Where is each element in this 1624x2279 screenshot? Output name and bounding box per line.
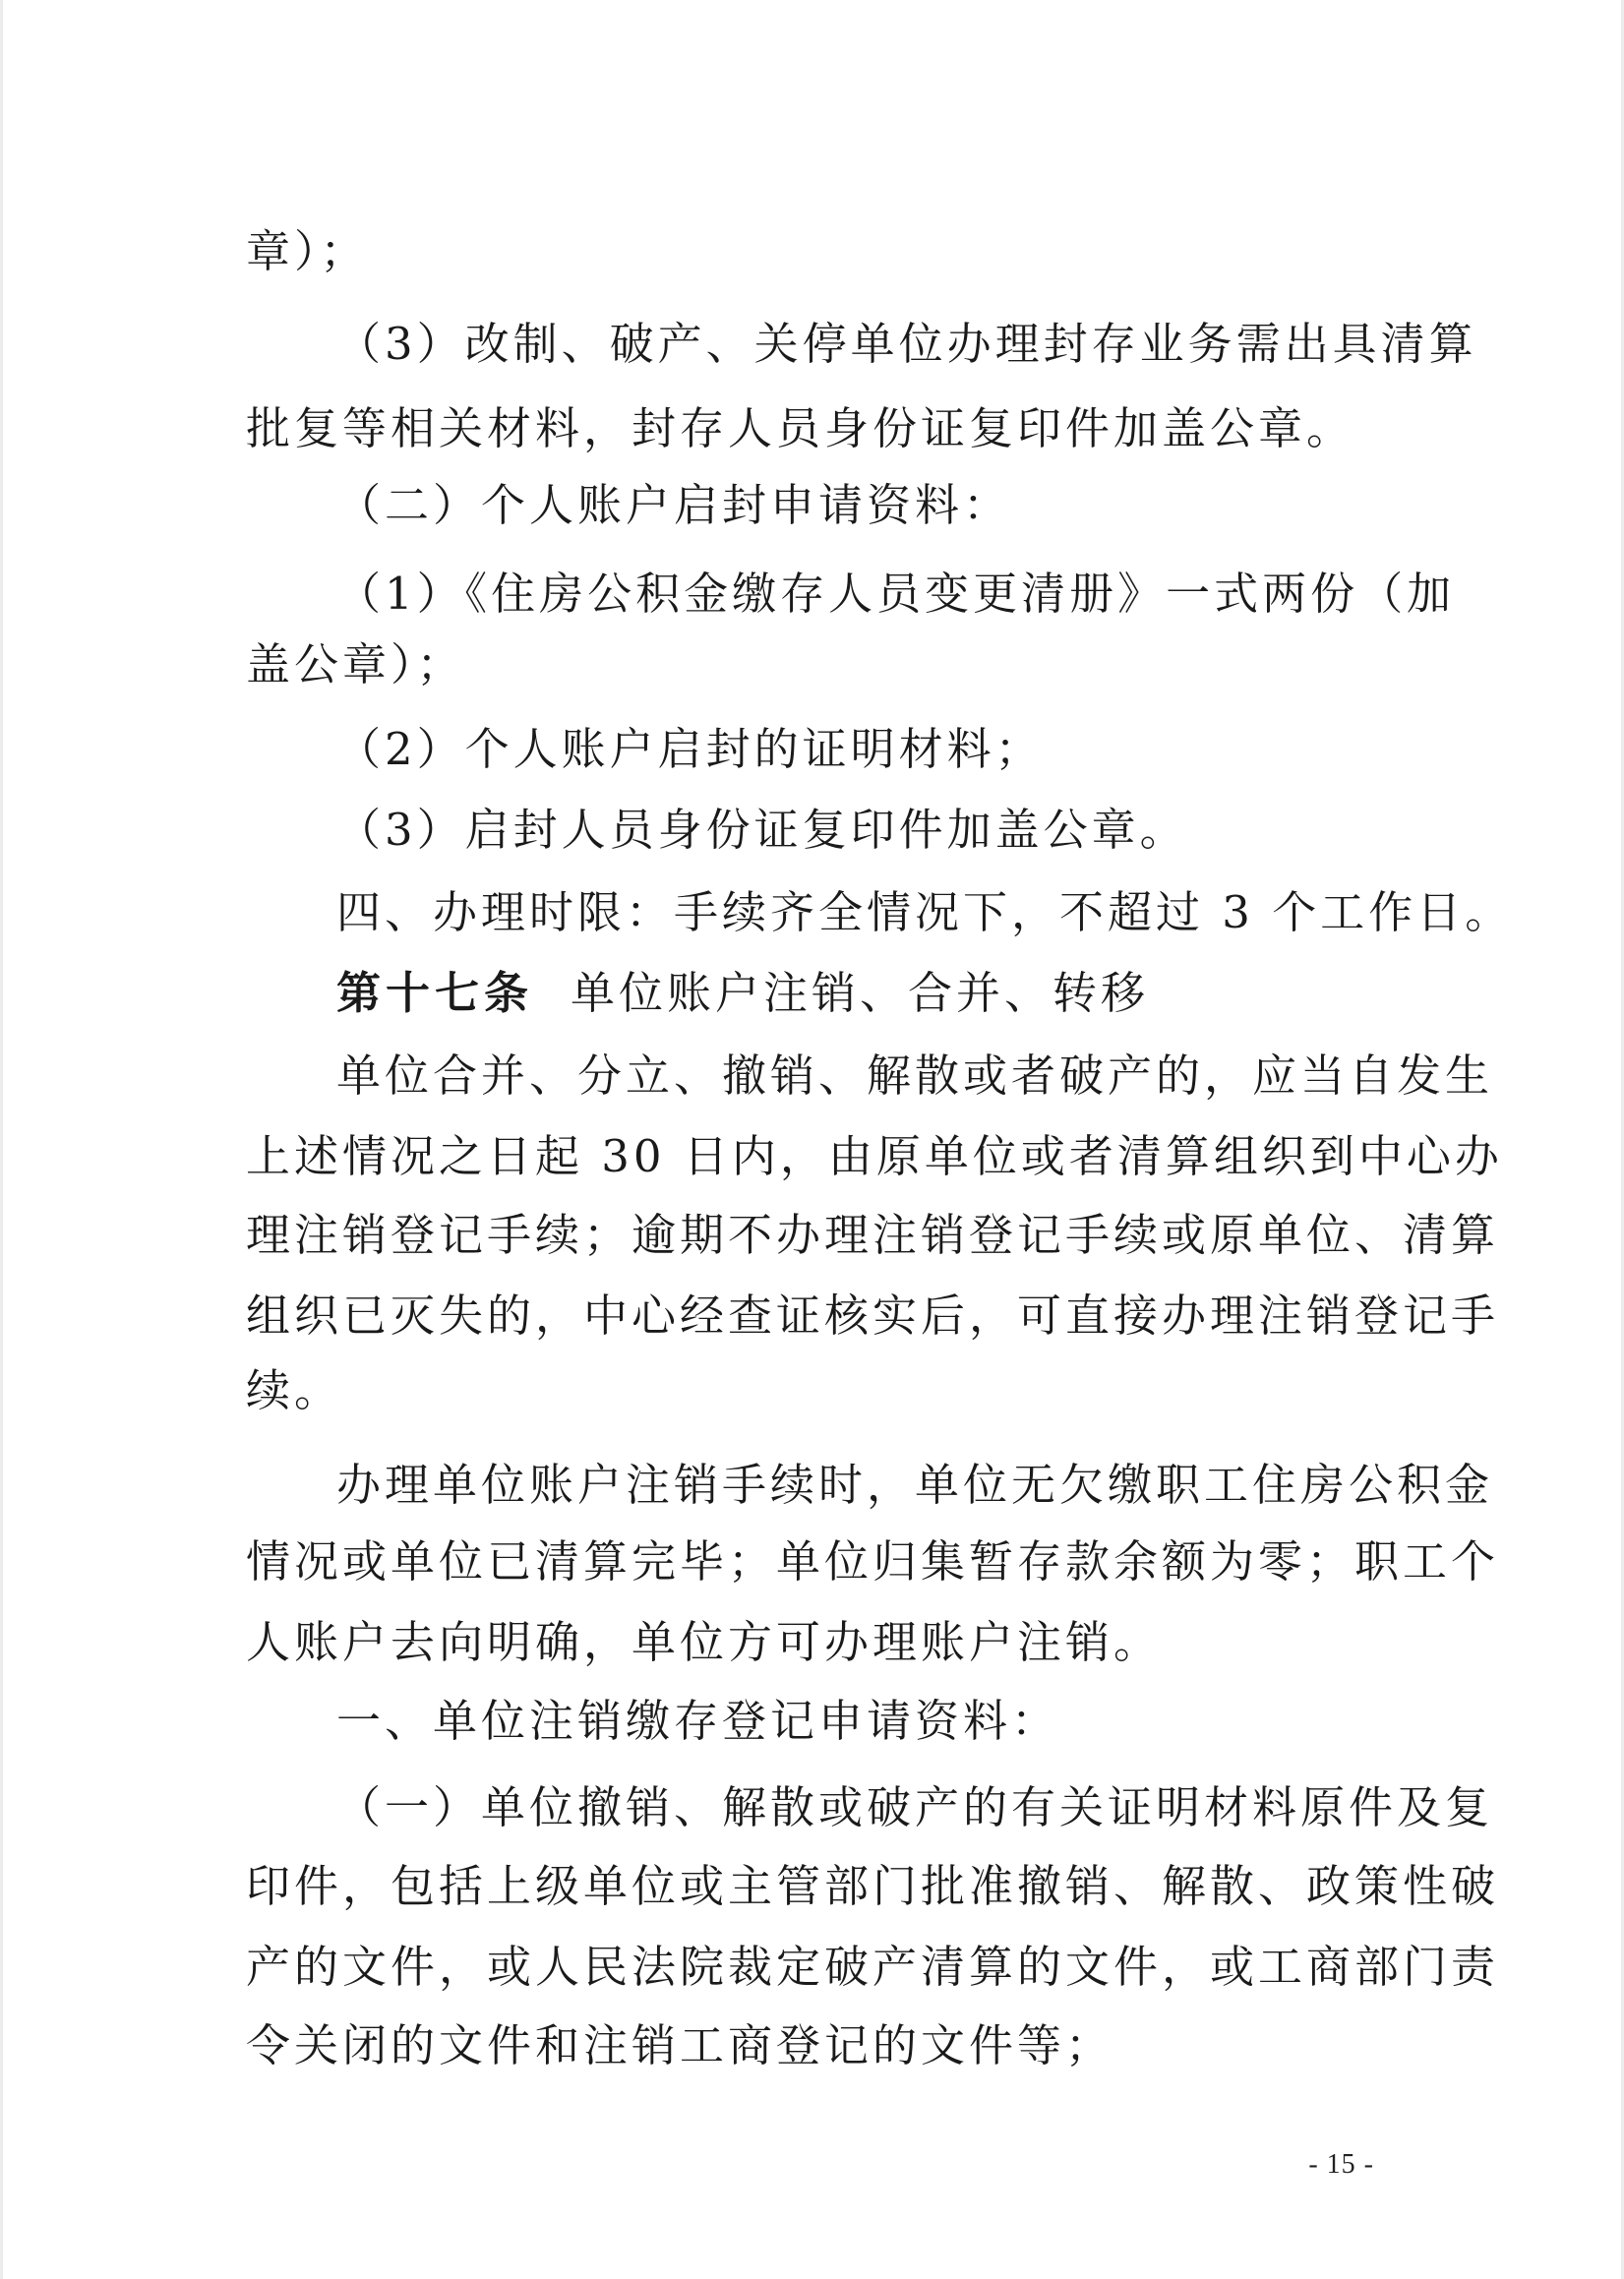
text-line: 盖公章）；	[246, 638, 465, 690]
article-heading-line	[336, 964, 1389, 1023]
text-line: 四、办理时限：手续齐全情况下，不超过 3 个工作日。	[336, 886, 1514, 938]
text-line: 产的文件，或人民法院裁定破产清算的文件，或工商部门责	[246, 1941, 1500, 1993]
text-line: （3）改制、破产、关停单位办理封存业务需出具清算	[336, 318, 1477, 370]
text-line: （3）启封人员身份证复印件加盖公章。	[336, 804, 1188, 856]
text-line: 上述情况之日起 30 日内，由原单位或者清算组织到中心办	[246, 1130, 1503, 1182]
text-line: 章）；	[246, 225, 369, 277]
page-number: - 15 -	[1308, 2149, 1374, 2180]
text-line: （二）个人账户启封申请资料：	[336, 479, 1012, 531]
text-line: 人账户去向明确，单位方可办理账户注销。	[246, 1616, 1163, 1668]
text-line: 一、单位注销缴存登记申请资料：	[336, 1695, 1060, 1747]
text-line: 组织已灭失的，中心经查证核实后，可直接办理注销登记手	[246, 1289, 1500, 1342]
article-number: 第十七条	[336, 967, 534, 1019]
scan-edge-left	[0, 0, 3, 2279]
text-line: （一）单位撤销、解散或破产的有关证明材料原件及复	[336, 1781, 1494, 1833]
text-line: 令关闭的文件和注销工商登记的文件等；	[246, 2019, 1114, 2071]
text-line: 续。	[246, 1364, 343, 1416]
text-line: 批复等相关材料，封存人员身份证复印件加盖公章。	[246, 402, 1355, 454]
text-line: 单位合并、分立、撤销、解散或者破产的，应当自发生	[336, 1050, 1494, 1102]
text-line: 理注销登记手续；逾期不办理注销登记手续或原单位、清算	[246, 1209, 1500, 1261]
text-line: 印件，包括上级单位或主管部门批准撤销、解散、政策性破	[246, 1860, 1500, 1912]
text-line: （2）个人账户启封的证明材料；	[336, 723, 1044, 775]
article-title: 单位账户注销、合并、转移	[571, 967, 1150, 1019]
text-line: 情况或单位已清算完毕；单位归集暂存款余额为零；职工个	[246, 1535, 1500, 1588]
text-line: 办理单位账户注销手续时，单位无欠缴职工住房公积金	[336, 1459, 1494, 1511]
text-line: （1）《住房公积金缴存人员变更清册》一式两份（加	[336, 568, 1456, 620]
